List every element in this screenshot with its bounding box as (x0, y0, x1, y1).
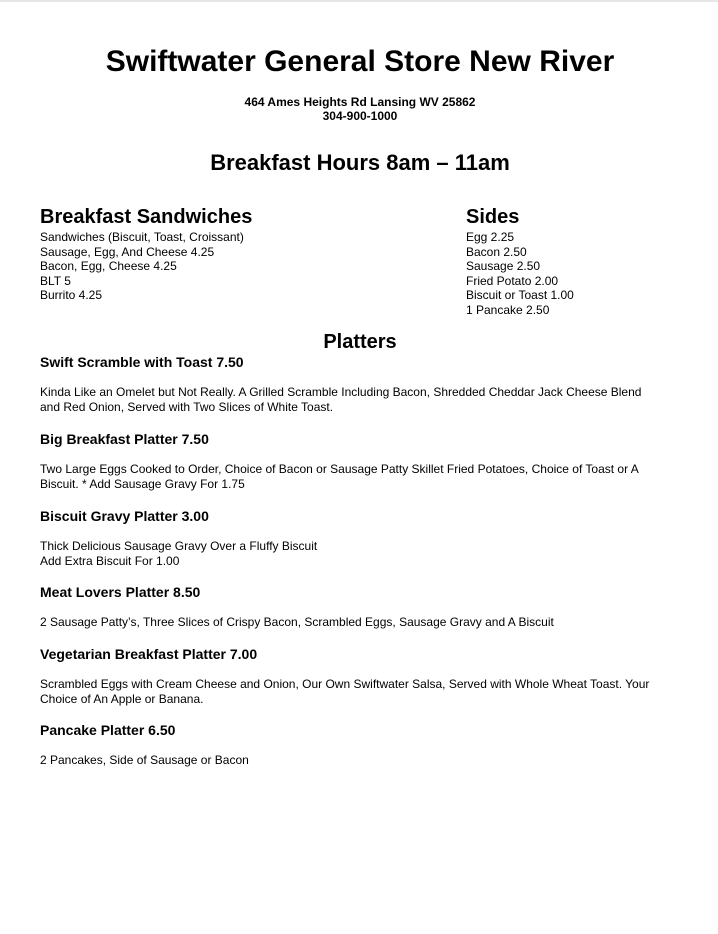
list-item: Bacon, Egg, Cheese 4.25 (40, 259, 177, 273)
platter-name: Pancake Platter 6.50 (40, 722, 176, 738)
list-item: Bacon 2.50 (466, 244, 527, 259)
list-item: BLT 5 (40, 273, 71, 288)
platter-item (40, 506, 680, 568)
sides-heading: Sides (466, 206, 520, 228)
description-line: and Red Onion, Served with Two Slices of White Toast. (40, 399, 334, 414)
sides-section (466, 204, 680, 317)
platter-name: Vegetarian Breakfast Platter 7.00 (40, 646, 258, 662)
platter-name: Swift Scramble with Toast 7.50 (40, 354, 244, 370)
description-line: Two Large Eggs Cooked to Order, Choice of Bacon or Sausage Patty Skillet Fried Potatoes, Choice of Toast or A (40, 462, 639, 476)
description-line: Thick Delicious Sausage Gravy Over a Fluffy Biscuit (40, 539, 318, 553)
breakfast-hours: Breakfast Hours 8am – 11am (210, 150, 510, 175)
platter-item (40, 644, 680, 706)
platter-description (40, 462, 680, 491)
list-item: Egg 2.25 (466, 230, 515, 244)
list-item: 1 Pancake 2.50 (466, 302, 550, 317)
sandwiches-list (40, 230, 440, 303)
platters-heading: Platters (323, 331, 397, 353)
platter-description (40, 539, 680, 568)
platter-name: Big Breakfast Platter 7.50 (40, 431, 209, 447)
description-line: Choice of An Apple or Banana. (40, 691, 204, 706)
description-line: 2 Pancakes, Side of Sausage or Bacon (40, 753, 249, 767)
breakfast-sandwiches-section (40, 204, 440, 303)
platter-item (40, 582, 680, 630)
platter-name: Biscuit Gravy Platter 3.00 (40, 508, 209, 524)
list-item: Biscuit or Toast 1.00 (466, 288, 574, 302)
list-item: Sausage, Egg, And Cheese 4.25 (40, 244, 215, 259)
sandwiches-heading: Breakfast Sandwiches (40, 206, 253, 228)
platter-item (40, 720, 680, 768)
description-line: Scrambled Eggs with Cream Cheese and Onion, Our Own Swiftwater Salsa, Served with Whole Wheat Toast. Your (40, 677, 650, 691)
platter-description (40, 385, 680, 414)
platter-description (40, 677, 680, 706)
description-line: Biscuit. * Add Sausage Gravy For 1.75 (40, 476, 245, 491)
platter-description (40, 753, 680, 768)
platter-item (40, 429, 680, 491)
platter-name: Meat Lovers Platter 8.50 (40, 584, 201, 600)
store-phone: 304-900-1000 (322, 109, 398, 123)
description-line: Kinda Like an Omelet but Not Really. A Grilled Scramble Including Bacon, Shredded Cheddar Jack Cheese Blend (40, 385, 642, 399)
list-item: Fried Potato 2.00 (466, 273, 559, 288)
page-top-border (0, 0, 718, 2)
sides-list (466, 230, 680, 317)
store-address: 464 Ames Heights Rd Lansing WV 25862 (244, 95, 476, 109)
list-item: Sandwiches (Biscuit, Toast, Croissant) (40, 230, 244, 244)
description-line: Add Extra Biscuit For 1.00 (40, 553, 180, 568)
list-item: Burrito 4.25 (40, 288, 103, 302)
platter-description (40, 615, 680, 630)
list-item: Sausage 2.50 (466, 259, 541, 273)
platter-item (40, 352, 680, 414)
description-line: 2 Sausage Patty’s, Three Slices of Crispy Bacon, Scrambled Eggs, Sausage Gravy and A Biscuit (40, 615, 554, 629)
store-title: Swiftwater General Store New River (105, 45, 615, 78)
